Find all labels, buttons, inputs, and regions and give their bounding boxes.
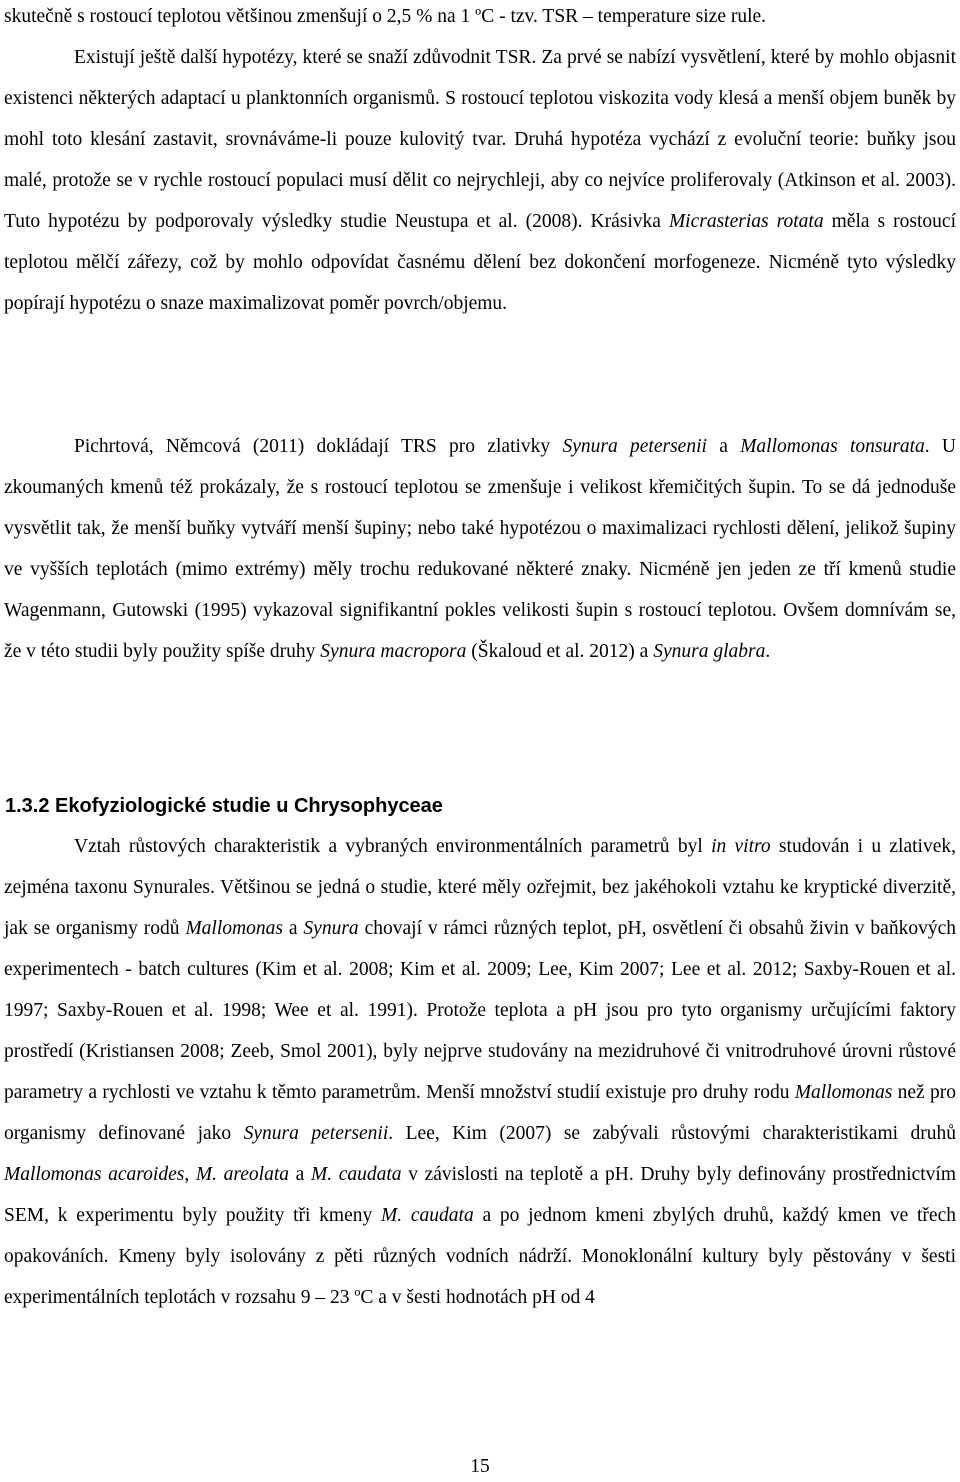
genus-name: Mallomonas	[794, 1082, 893, 1103]
species-name: Synura petersenii	[562, 436, 707, 457]
text-run: a	[706, 436, 741, 457]
text-run: (Škaloud et al. 2012) a	[466, 641, 654, 662]
species-name: Synura macropora	[320, 641, 467, 662]
page-number: 15	[470, 1456, 490, 1477]
text-run: . U zkoumaných kmenů též prokázaly, že s rostoucí teplotou se zmenšuje i velikost křemičitých šupin. To se dá jednoduše vysvětlit tak, že menší buňky vytváří menší šupiny; nebo také hypotézou o maximalizaci rychlosti dělení, jelikož šupiny ve vyšších teplotách (mimo extrémy) měly trochu redukované některé znaky. Nicméně jen jeden ze tří kmenů studie Wagenmann, Gutowski (1995) vykazoval signifikantní pokles velikosti šupin s rostoucí teplotou. Ovšem domnívám se, že v této studii byly použity spíše druhy	[4, 436, 957, 662]
paragraph-continued	[0, 0, 960, 37]
text-run: .	[765, 641, 771, 662]
species-name: M. caudata	[381, 1205, 474, 1226]
section-heading: 1.3.2 Ekofyziologické studie u Chrysophyceae	[5, 795, 443, 817]
paragraph-ecophysiology	[0, 826, 960, 1318]
species-name: Mallomonas tonsurata	[740, 436, 925, 457]
species-name: Synura petersenii	[243, 1123, 389, 1144]
text-run: než pro organismy definované jako	[4, 1082, 956, 1144]
paragraph-chrysophyte-scales	[0, 426, 960, 672]
text-run: ,	[184, 1164, 196, 1185]
paragraph-text: skutečně s rostoucí teplotou většinou zmenšují o 2,5 % na 1 ºC - tzv. TSR – temperature size rule.	[4, 6, 767, 27]
text-run: Existují ještě další hypotézy, které se snaží zdůvodnit TSR. Za prvé se nabízí vysvětlení, které by mohlo objasnit existenci některých adaptací u planktonních organismů. S rostoucí teplotou viskozita vody klesá a menší objem buněk by mohl toto klesání zastavit, srovnáváme-li pouze kulovitý tvar. Druhá hypotéza vychází z evoluční teorie: buňky jsou malé, protože se v rychle rostoucí populaci musí dělit co nejrychleji, aby co nejvíce proliferovaly (Atkinson et al. 2003). Tuto hypotézu by podporovaly výsledky studie Neustupa et al. (2008). Krásivka	[4, 47, 956, 232]
italic-term: in vitro	[711, 836, 771, 857]
species-name: M. areolata	[195, 1164, 289, 1185]
genus-name: Synura	[303, 918, 359, 939]
text-run: studován i u zlativek, zejména taxonu Synurales. Většinou se jedná o studie, které měly ozřejmit, bez jakéhokoli vztahu ke kryptické diverzitě, jak se organismy rodů	[4, 836, 956, 939]
text-run: měla s rostoucí teplotou mělčí zářezy, což by mohlo odpovídat časnému dělení bez dokončení morfogeneze. Nicméně tyto výsledky popírají hypotézu o snaze maximalizovat poměr povrch/objemu.	[4, 211, 956, 314]
species-name: Synura glabra	[653, 641, 766, 662]
species-name: Micrasterias rotata	[668, 211, 824, 232]
text-run: Pichrtová, Němcová (2011) dokládají TRS pro zlativky	[74, 436, 563, 457]
text-run: . Lee, Kim (2007) se zabývali růstovými charakteristikami druhů	[388, 1123, 957, 1144]
species-name: Mallomonas acaroides	[4, 1164, 185, 1185]
species-name: M. caudata	[310, 1164, 402, 1185]
text-run: Vztah růstových charakteristik a vybraných environmentálních parametrů byl	[74, 836, 712, 857]
text-run: a po jednom kmeni zbylých druhů, každý kmen ve třech opakováních. Kmeny byly isolovány z pěti různých vodních nádrží. Monoklonální kultury byly pěstovány v šesti experimentálních teplotách v rozsahu 9 – 23 ºC a v šesti hodnotách pH od 4	[4, 1205, 956, 1308]
paragraph-tsr-hypotheses	[0, 37, 960, 324]
text-run: v závislosti na teplotě a pH. Druhy byly definovány prostřednictvím SEM, k experimentu byly použity tři kmeny	[4, 1164, 956, 1226]
text-run: a	[289, 1164, 311, 1185]
genus-name: Mallomonas	[185, 918, 283, 939]
text-run: a	[282, 918, 304, 939]
text-run: chovají v rámci různých teplot, pH, osvětlení či obsahů živin v baňkových experimentech - batch cultures (Kim et al. 2008; Kim et al. 2009; Lee, Kim 2007; Lee et al. 2012; Saxby-Rouen et al. 1997; Saxby-Rouen et al. 1998; Wee et al. 1991). Protože teplota a pH jsou pro tyto organismy určujícími faktory prostředí (Kristiansen 2008; Zeeb, Smol 2001), byly nejprve studovány na mezidruhové či vnitrodruhové úrovni růstové parametry a rychlosti ve vztahu k těmto parametrům. Menší množství studií existuje pro druhy rodu	[4, 918, 956, 1103]
